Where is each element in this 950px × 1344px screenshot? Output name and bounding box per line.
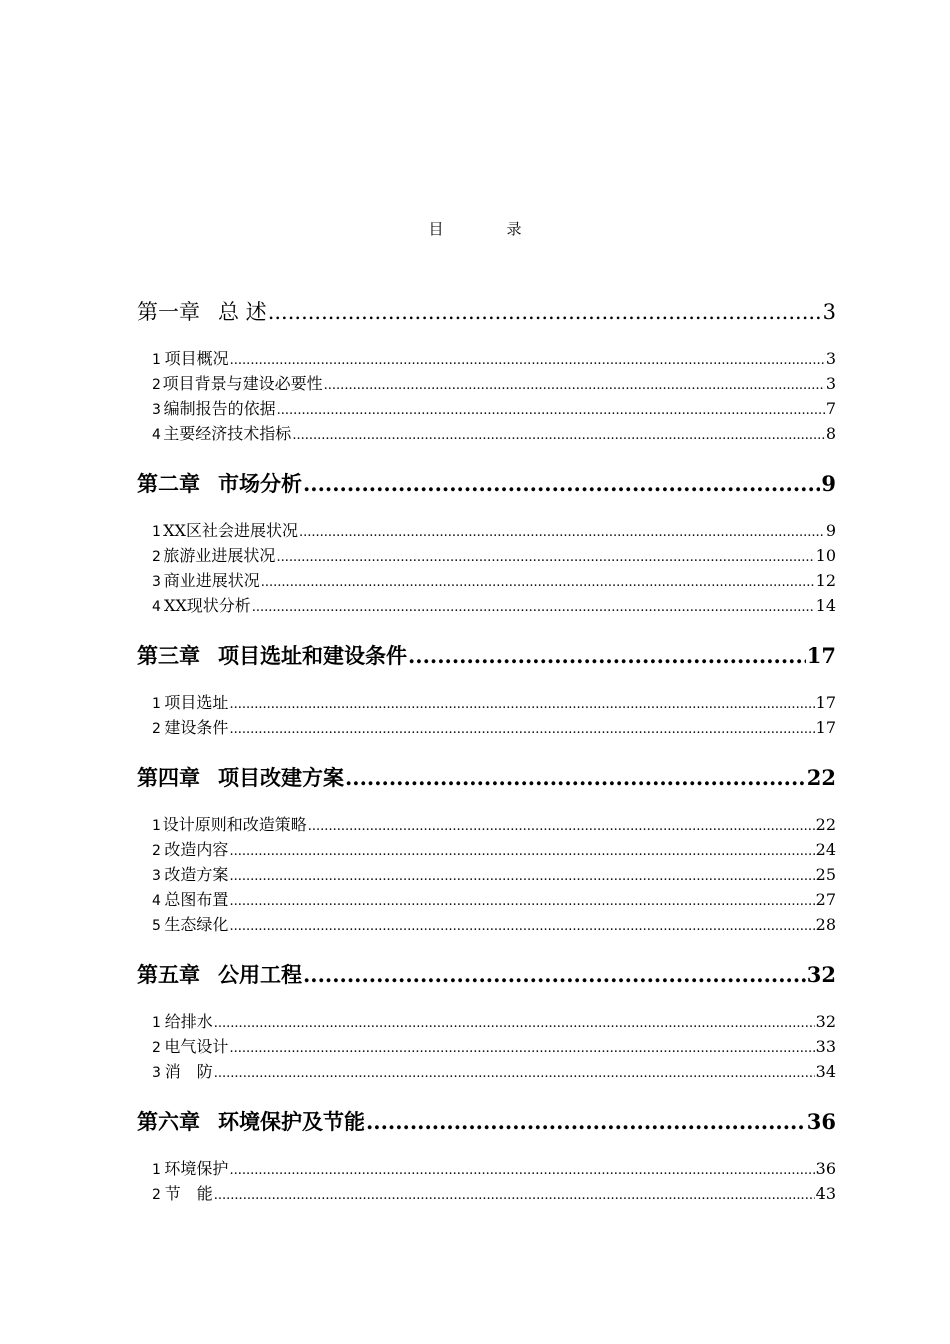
dot-leader [229, 715, 814, 742]
section-title: 节 能 [164, 1184, 213, 1203]
section-title: 改造方案 [164, 865, 229, 884]
toc-section-entry[interactable] [137, 396, 836, 421]
section-page-number: 25 [815, 865, 836, 884]
toc-section-list [137, 800, 836, 949]
toc-chapter [137, 290, 836, 458]
toc-chapter [137, 462, 836, 630]
section-title: 生态绿化 [164, 915, 229, 934]
section-number: 2 [152, 549, 161, 565]
section-number: 5 [152, 918, 161, 934]
chapter-title: 市场分析 [218, 471, 302, 496]
section-title: 项目概况 [164, 349, 229, 368]
toc-chapter-entry[interactable] [137, 290, 836, 334]
section-number: 2 [152, 721, 161, 737]
section-title: XX区社会进展状况 [163, 521, 298, 540]
section-title: 总图布置 [164, 890, 229, 909]
section-number: 1 [152, 696, 161, 712]
dot-leader [214, 1059, 815, 1086]
section-title: 项目背景与建设必要性 [162, 374, 323, 393]
toc-section-list [137, 334, 836, 458]
toc-chapter-entry[interactable] [137, 756, 836, 800]
chapter-number: 第三章 [137, 643, 200, 668]
toc-section-entry[interactable] [137, 690, 836, 715]
dot-leader [308, 812, 815, 839]
section-number: 2 [152, 1187, 161, 1203]
section-page-number: 43 [815, 1184, 836, 1203]
chapter-number: 第四章 [137, 765, 200, 790]
section-title: 项目选址 [164, 693, 229, 712]
section-number: 1 [152, 1015, 161, 1031]
section-number: 1 [152, 818, 161, 834]
toc-section-entry[interactable] [137, 887, 836, 912]
toc-section-entry[interactable] [137, 346, 836, 371]
dot-leader [345, 756, 806, 800]
toc-section-list [137, 678, 836, 752]
toc-section-entry[interactable] [137, 837, 836, 862]
dot-leader [268, 290, 822, 334]
toc-chapter [137, 953, 836, 1096]
dot-leader [229, 1034, 814, 1061]
dot-leader [277, 396, 825, 423]
dot-leader [229, 837, 814, 864]
toc-section-entry[interactable] [137, 1059, 836, 1084]
section-title: 商业进展状况 [163, 571, 260, 590]
toc-section-entry[interactable] [137, 518, 836, 543]
dot-leader [276, 543, 814, 570]
section-page-number: 36 [815, 1159, 836, 1178]
section-title: 旅游业进展状况 [163, 546, 276, 565]
toc-section-list [137, 997, 836, 1096]
section-page-number: 22 [815, 815, 836, 834]
toc-section-entry[interactable] [137, 812, 836, 837]
toc-section-entry[interactable] [137, 421, 836, 446]
toc-section-list [137, 1144, 836, 1218]
section-page-number: 9 [825, 521, 836, 540]
toc-chapter-entry[interactable] [137, 634, 836, 678]
section-title: XX现状分析 [163, 596, 251, 615]
section-page-number: 33 [815, 1037, 836, 1056]
dot-leader [229, 862, 814, 889]
toc-section-entry[interactable] [137, 715, 836, 740]
chapter-page-number: 36 [806, 1109, 836, 1134]
dot-leader [214, 1009, 815, 1036]
section-number: 1 [152, 1162, 161, 1178]
dot-leader [408, 634, 806, 678]
section-page-number: 17 [815, 718, 836, 737]
chapter-page-number: 22 [806, 765, 836, 790]
toc-section-entry[interactable] [137, 568, 836, 593]
section-title: 编制报告的依据 [163, 399, 276, 418]
dot-leader [324, 371, 825, 398]
toc-section-entry[interactable] [137, 1156, 836, 1181]
section-number: 2 [152, 377, 161, 393]
toc-section-entry[interactable] [137, 543, 836, 568]
chapter-title: 项目改建方案 [218, 765, 344, 790]
section-title: 电气设计 [164, 1037, 229, 1056]
section-page-number: 27 [815, 890, 836, 909]
section-number: 3 [152, 868, 161, 884]
section-page-number: 7 [825, 399, 836, 418]
dot-leader [292, 421, 825, 448]
section-page-number: 3 [825, 349, 836, 368]
toc-chapter-entry[interactable] [137, 462, 836, 506]
chapter-number: 第二章 [137, 471, 200, 496]
dot-leader [229, 690, 814, 717]
toc-chapter-entry[interactable] [137, 1100, 836, 1144]
dot-leader [229, 912, 814, 939]
section-number: 1 [152, 352, 161, 368]
section-title: 给排水 [164, 1012, 213, 1031]
dot-leader [366, 1100, 806, 1144]
chapter-page-number: 17 [806, 643, 836, 668]
chapter-title: 总 述 [218, 300, 267, 324]
section-number: 3 [152, 574, 161, 590]
toc-title: 目 录 [428, 220, 546, 238]
toc-chapter-entry[interactable] [137, 953, 836, 997]
dot-leader [299, 518, 825, 545]
dot-leader [230, 346, 825, 373]
dot-leader [214, 1181, 815, 1208]
dot-leader [229, 1156, 814, 1183]
section-page-number: 12 [815, 571, 836, 590]
section-title: 改造内容 [164, 840, 229, 859]
section-page-number: 34 [815, 1062, 836, 1081]
section-page-number: 32 [815, 1012, 836, 1031]
toc-chapter [137, 634, 836, 752]
section-number: 1 [152, 524, 161, 540]
section-page-number: 14 [815, 596, 836, 615]
chapter-title: 项目选址和建设条件 [218, 643, 407, 668]
toc-section-entry[interactable] [137, 593, 836, 618]
section-title: 主要经济技术指标 [163, 424, 292, 443]
section-number: 2 [152, 843, 161, 859]
chapter-title: 环境保护及节能 [218, 1109, 365, 1134]
section-number: 4 [152, 599, 161, 615]
toc-chapter [137, 1100, 836, 1218]
dot-leader [303, 953, 806, 997]
section-page-number: 28 [815, 915, 836, 934]
chapter-page-number: 3 [822, 300, 836, 324]
section-title: 消 防 [164, 1062, 213, 1081]
dot-leader [303, 462, 820, 506]
section-page-number: 3 [825, 374, 836, 393]
section-title: 环境保护 [164, 1159, 229, 1178]
chapter-number: 第五章 [137, 962, 200, 987]
section-number: 3 [152, 402, 161, 418]
section-title: 建设条件 [164, 718, 229, 737]
section-number: 4 [152, 427, 161, 443]
chapter-page-number: 32 [806, 962, 836, 987]
toc-section-entry[interactable] [137, 1181, 836, 1206]
chapter-title: 公用工程 [218, 962, 302, 987]
section-number: 3 [152, 1065, 161, 1081]
section-number: 4 [152, 893, 161, 909]
toc-section-entry[interactable] [137, 371, 836, 396]
toc-section-entry[interactable] [137, 912, 836, 937]
section-number: 2 [152, 1040, 161, 1056]
toc-section-entry[interactable] [137, 1034, 836, 1059]
chapter-number: 第六章 [137, 1109, 200, 1134]
table-of-contents [137, 290, 836, 1222]
toc-section-list [137, 506, 836, 630]
chapter-number: 第一章 [137, 300, 200, 324]
toc-section-entry[interactable] [137, 862, 836, 887]
section-page-number: 8 [825, 424, 836, 443]
section-page-number: 17 [815, 693, 836, 712]
toc-chapter [137, 756, 836, 949]
section-title: 设计原则和改造策略 [162, 815, 307, 834]
toc-section-entry[interactable] [137, 1009, 836, 1034]
section-page-number: 10 [815, 546, 836, 565]
section-page-number: 24 [815, 840, 836, 859]
dot-leader [229, 887, 814, 914]
dot-leader [261, 568, 815, 595]
dot-leader [252, 593, 815, 620]
chapter-page-number: 9 [821, 471, 836, 496]
